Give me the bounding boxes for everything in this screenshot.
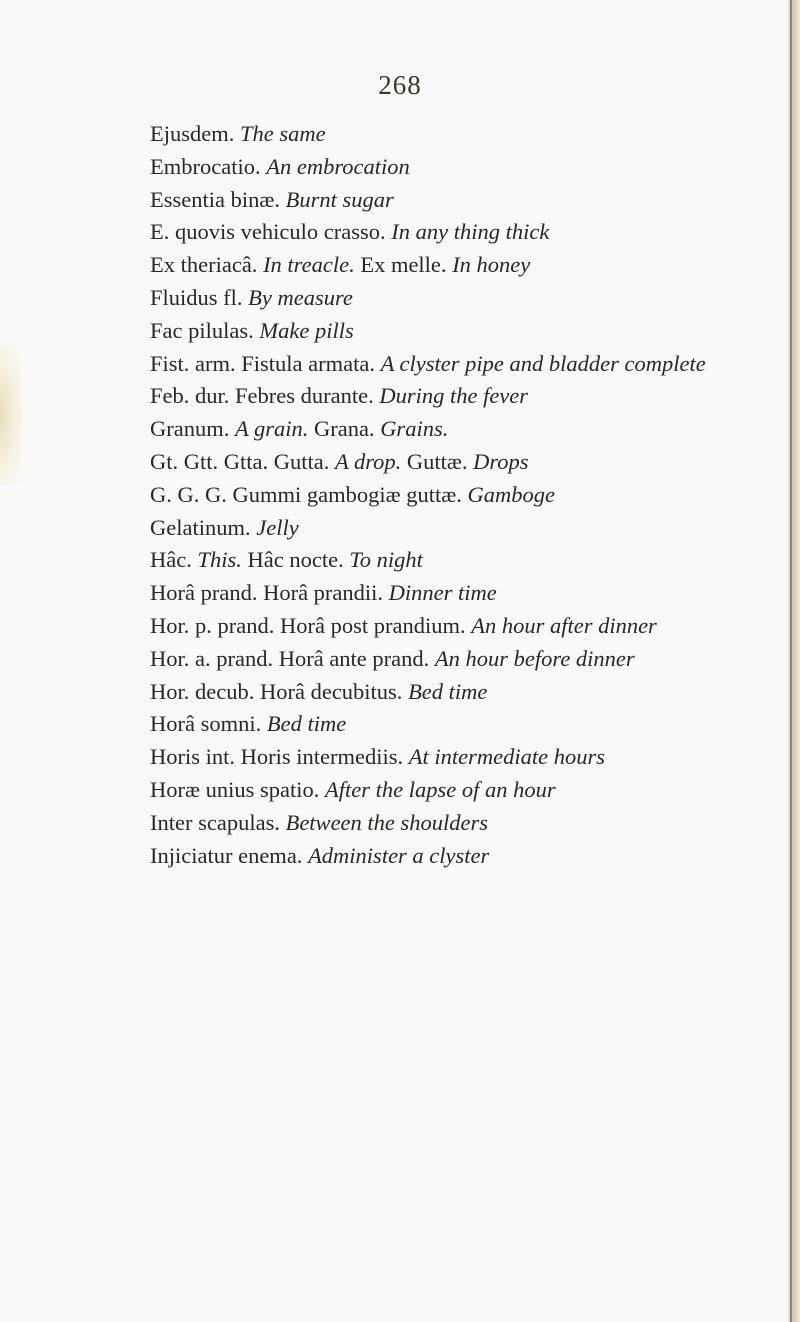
- english-translation: After the lapse of an hour: [325, 776, 556, 802]
- glossary-entry: [150, 282, 780, 315]
- latin-term: Granum.: [150, 416, 235, 442]
- latin-term: Horâ prand. Horâ prandii.: [150, 580, 389, 606]
- latin-term: Guttæ.: [406, 448, 474, 474]
- latin-term: Grana.: [313, 416, 381, 442]
- glossary-entry: [150, 348, 780, 381]
- english-translation: Make pills: [259, 317, 354, 343]
- latin-term: Hor. decub. Horâ decubitus.: [150, 678, 409, 704]
- page-edge-line: [790, 0, 792, 1322]
- latin-term: Ex melle.: [360, 252, 453, 278]
- english-translation: The same: [240, 121, 326, 146]
- paper-stain: [0, 345, 22, 485]
- english-translation: During the fever: [379, 383, 529, 409]
- latin-term: Fist. arm. Fistula armata.: [150, 350, 381, 376]
- latin-term: Hor. a. prand. Horâ ante prand.: [150, 645, 435, 671]
- glossary-entry: [150, 577, 780, 610]
- latin-term: Embrocatio.: [150, 153, 267, 179]
- glossary-entry: [150, 315, 780, 348]
- glossary-entry: [150, 741, 780, 774]
- glossary-entry: [150, 249, 780, 282]
- latin-term: Horis int. Horis intermediis.: [150, 744, 409, 770]
- latin-term: Fac pilulas.: [150, 317, 260, 343]
- latin-term: Fluidus fl.: [150, 284, 249, 310]
- glossary-entry: [150, 479, 780, 512]
- latin-term: Horâ somni.: [150, 711, 267, 737]
- page-number: 268: [378, 70, 422, 100]
- glossary-entry: [150, 380, 780, 413]
- english-translation: In honey: [452, 252, 531, 278]
- glossary-entry: [150, 184, 780, 217]
- english-translation: Bed time: [266, 711, 347, 737]
- english-translation: At intermediate hours: [408, 744, 605, 770]
- latin-term: Inter scapulas.: [150, 809, 286, 835]
- latin-term: Ex theriacâ.: [150, 252, 264, 278]
- english-translation: To night: [349, 547, 423, 573]
- latin-term: Essentia binæ.: [150, 186, 286, 212]
- english-translation: Gamboge: [467, 481, 555, 507]
- english-translation: Drops: [473, 448, 529, 474]
- glossary-entry: [150, 544, 780, 577]
- latin-term: Gelatinum.: [150, 514, 257, 540]
- english-translation: Burnt sugar: [285, 186, 394, 212]
- latin-term: Hâc.: [150, 547, 198, 573]
- english-translation: By measure: [248, 284, 353, 310]
- english-translation: Grains.: [380, 416, 449, 442]
- latin-term: E. quovis vehiculo crasso.: [150, 219, 392, 245]
- glossary-entry: [150, 446, 780, 479]
- latin-term: Gt. Gtt. Gtta. Gutta.: [150, 448, 335, 474]
- glossary-entry: [150, 610, 780, 643]
- english-translation: Bed time: [408, 678, 488, 704]
- glossary-entry: [150, 413, 780, 446]
- english-translation: An embrocation: [266, 153, 410, 179]
- english-translation: A drop.: [334, 448, 407, 474]
- latin-term: Feb. dur. Febres durante.: [150, 383, 380, 409]
- english-translation: An hour before dinner: [434, 645, 635, 671]
- english-translation: Between the shoulders: [285, 809, 489, 835]
- english-translation: In treacle.: [263, 252, 361, 278]
- glossary-entry: [150, 216, 780, 249]
- glossary-entry: [150, 676, 780, 709]
- latin-term: Ejusdem.: [150, 121, 240, 146]
- glossary-entry: [150, 512, 780, 545]
- glossary-entry: [150, 118, 780, 151]
- english-translation: Jelly: [256, 514, 299, 540]
- glossary-entry: [150, 840, 780, 873]
- glossary-entry: [150, 708, 780, 741]
- latin-term: Hâc nocte.: [247, 547, 350, 573]
- english-translation: A clyster pipe and bladder complete: [380, 350, 706, 376]
- english-translation: Administer a clyster: [308, 842, 490, 868]
- latin-term: Hor. p. prand. Horâ post prandium.: [150, 612, 472, 638]
- latin-term: G. G. G. Gummi gambogiæ guttæ.: [150, 481, 468, 507]
- english-translation: In any thing thick: [391, 219, 550, 245]
- glossary-entry: [150, 643, 780, 676]
- english-translation: Dinner time: [388, 580, 497, 606]
- english-translation: A grain.: [234, 416, 314, 442]
- latin-term: Horæ unius spatio.: [150, 776, 326, 802]
- english-translation: This.: [197, 547, 248, 573]
- english-translation: An hour after dinner: [471, 612, 657, 638]
- glossary-list: [150, 118, 780, 872]
- glossary-entry: [150, 151, 780, 184]
- glossary-entry: [150, 807, 780, 840]
- glossary-entry: [150, 774, 780, 807]
- latin-term: Injiciatur enema.: [150, 842, 309, 868]
